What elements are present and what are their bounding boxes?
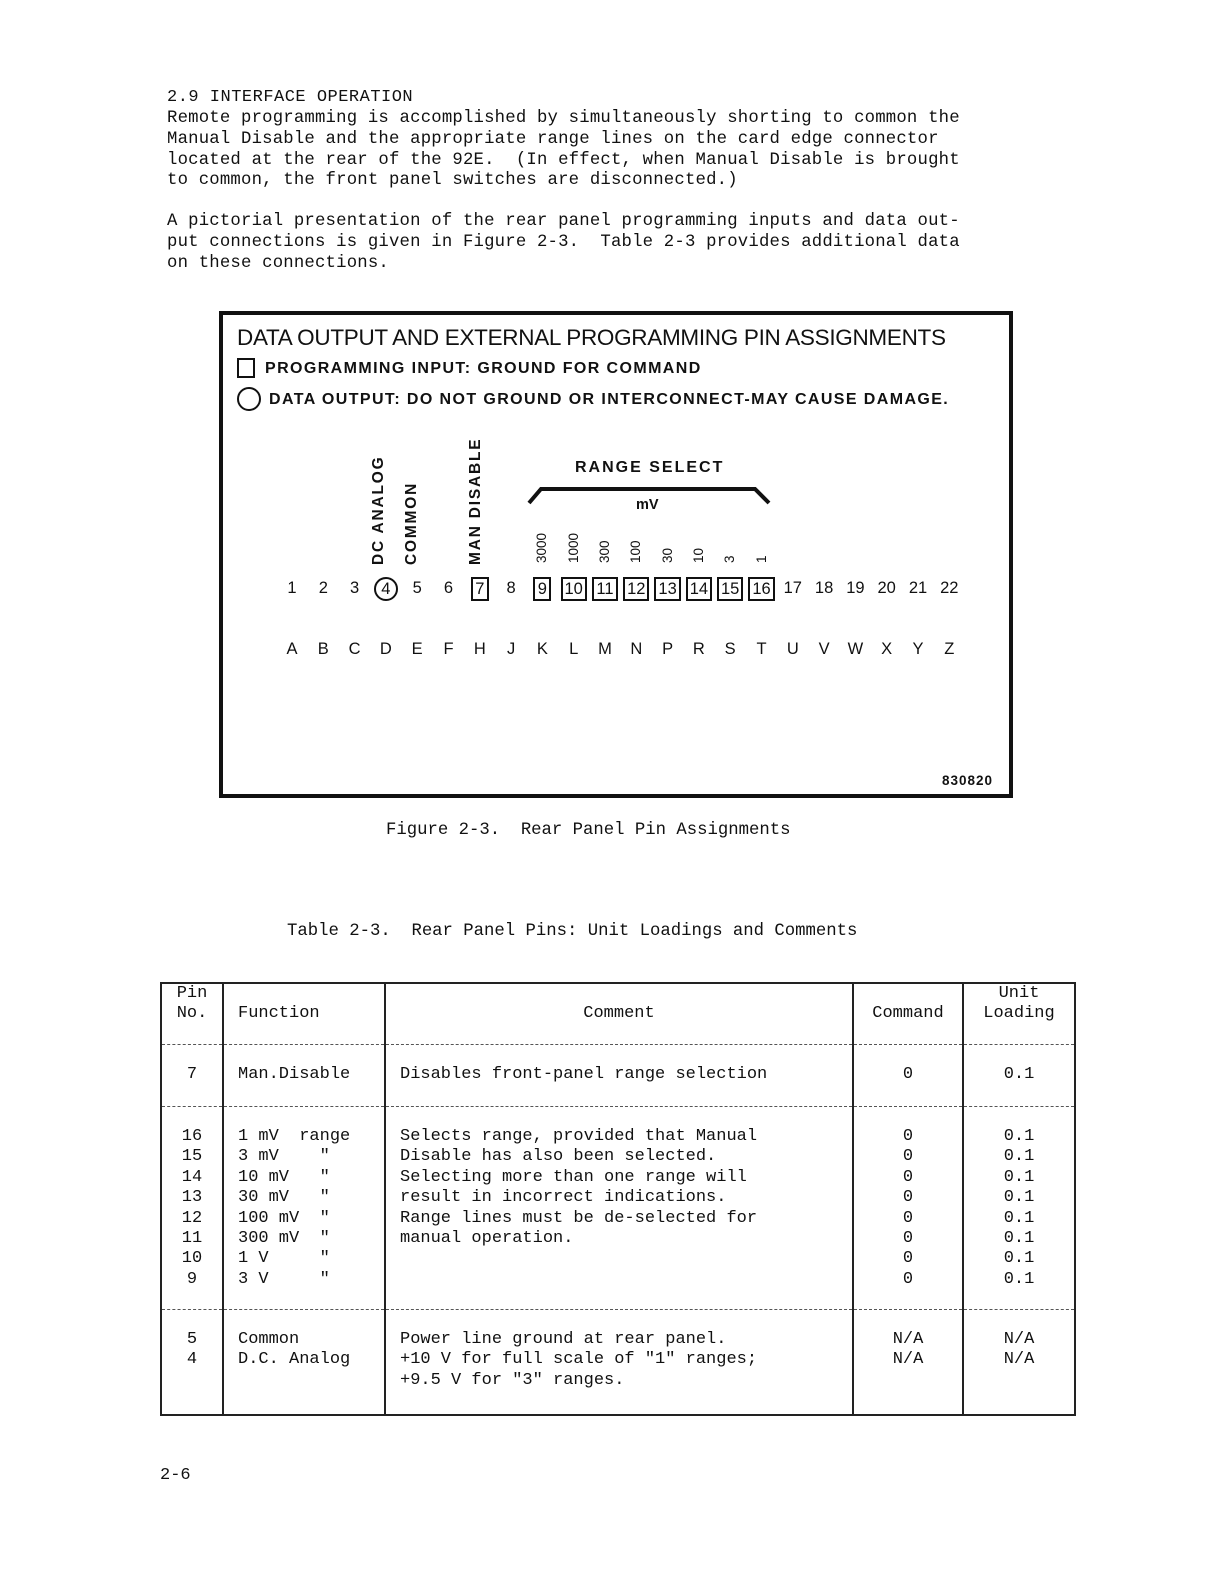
paragraph-line: Manual Disable and the appropriate range lines on the card edge connector [167,129,939,149]
legend-programming-input [237,358,702,378]
cell-comment: Disables front-panel range selection [400,1065,768,1084]
pin-letter-M: M [598,640,612,658]
header-unit-loading: Unit Loading [963,983,1075,1045]
range-value-300: 300 [597,540,612,563]
legend-data-text: DATA OUTPUT: DO NOT GROUND OR INTERCONNECT-MAY CAUSE DAMAGE. [269,391,950,408]
pin-letter-P: P [662,640,674,658]
pin-8: 8 [506,579,516,597]
cell-command: N/A N/A [892,1330,924,1370]
cell-comment: Selects range, provided that Manual Disable has also been selected. Selecting more than one range will result in incorrect indications. Range lines must be de-selected for manual operation. [400,1127,758,1249]
pin-letter-V: V [818,640,830,658]
circle-symbol-icon [237,387,261,411]
pin-6: 6 [443,579,454,597]
table-row [161,1107,1075,1310]
pin-5: 5 [412,579,422,597]
pin-letter-F: F [443,640,454,658]
cell-loading: 0.1 0.1 0.1 0.1 0.1 0.1 0.1 0.1 [1003,1127,1035,1289]
pin-11: 11 [590,577,620,601]
paragraph-line: put connections is given in Figure 2-3. Table 2-3 provides additional data [167,232,960,252]
header-function: Function [223,983,385,1045]
pin-7: 7 [465,577,495,601]
paragraph-line: A pictorial presentation of the rear panel programming inputs and data out- [167,212,960,231]
cell-function: 1 mV range 3 mV " 10 mV " 30 mV " 100 mV " 300 mV " 1 V " 3 V " [238,1127,351,1289]
pin-assignment-figure [219,311,1013,798]
paragraph-line: Remote programming is accomplished by simultaneously shorting to common the [167,109,960,128]
pin-21: 21 [908,579,928,597]
pin-14: 14 [684,577,714,601]
table-row [161,1045,1075,1107]
range-value-10: 10 [690,547,706,563]
figure-reference-paragraph [167,212,1097,274]
figure-number: 830820 [941,773,993,788]
cell-loading: 0.1 [1003,1065,1035,1084]
range-value-3: 3 [722,555,738,563]
pin-letter-U: U [786,640,799,658]
pin-17: 17 [783,579,802,597]
legend-programming-text: PROGRAMMING INPUT: GROUND FOR COMMAND [265,360,702,377]
pin-letter-C: C [348,640,361,658]
range-value-1000: 1000 [565,532,581,563]
pin-letter-R: R [692,640,705,658]
pin-1: 1 [287,579,297,597]
pin-19: 19 [846,579,865,597]
legend-data-output [237,387,949,411]
figure-title: DATA OUTPUT AND EXTERNAL PROGRAMMING PIN ASSIGNMENTS [237,325,946,350]
cell-command: 0 0 0 0 0 0 0 0 [902,1127,914,1289]
label-dc-analog: DC ANALOG [370,455,387,565]
pin-20: 20 [877,579,896,597]
range-unit-label: mV [636,497,659,513]
cell-pin: 16 15 14 13 12 11 10 9 [181,1127,203,1289]
header-comment: Comment [385,983,853,1045]
pin-letter-A: A [286,640,298,658]
pin-10: 10 [559,577,589,601]
header-command: Command [853,983,963,1045]
pin-13: 13 [653,577,683,601]
cell-pin: 7 [186,1065,198,1084]
pin-22: 22 [940,579,959,597]
square-symbol-icon [237,358,255,378]
pin-letter-J: J [506,640,516,658]
range-select-title: RANGE SELECT [575,459,725,476]
pin-letter-D: D [379,640,392,658]
cell-function: Man.Disable [238,1065,351,1084]
table-header-row [161,983,1075,1045]
pin-16: 16 [747,577,777,601]
page-number: 2-6 [160,1466,191,1485]
pin-letter-Y: Y [912,640,924,658]
pin-9: 9 [527,577,557,601]
pin-15: 15 [715,577,745,601]
pin-letter-T: T [756,640,767,658]
pin-3: 3 [350,579,360,597]
pin-letter-W: W [847,640,864,658]
pin-letter-X: X [881,640,893,658]
header-pin-no: Pin No. [161,983,223,1045]
range-value-30: 30 [659,547,675,563]
pin-table [160,982,1076,1416]
pin-2: 2 [318,579,328,597]
section-heading: 2.9 INTERFACE OPERATION [167,88,414,107]
pin-4: 4 [371,577,401,601]
pin-letter-H: H [473,640,486,658]
label-man-disable: MAN DISABLE [467,437,484,565]
pin-letter-S: S [724,640,736,658]
label-common: COMMON [403,481,420,565]
pin-letter-N: N [630,640,643,658]
range-value-1: 1 [753,555,769,563]
table-caption: Table 2-3. Rear Panel Pins: Unit Loadings and Comments [287,922,858,941]
paragraph-line: located at the rear of the 92E. (In effect, when Manual Disable is brought [167,150,960,170]
intro-paragraph [167,109,1097,192]
range-value-3000: 3000 [534,532,550,563]
pin-12: 12 [621,577,651,601]
pin-letter-E: E [411,640,423,658]
cell-comment: Power line ground at rear panel. +10 V for full scale of "1" ranges; +9.5 V for "3" ranges. [400,1330,758,1390]
figure-caption: Figure 2-3. Rear Panel Pin Assignments [386,821,791,840]
table-row [161,1310,1075,1416]
pin-letter-B: B [317,640,329,658]
paragraph-line: to common, the front panel switches are disconnected.) [167,171,738,191]
pin-letter-L: L [569,640,579,658]
cell-loading: N/A N/A [1003,1330,1035,1370]
pin-letter-Z: Z [944,640,955,658]
cell-pin: 5 4 [186,1330,198,1370]
pin-letter-K: K [536,640,548,658]
pin-18: 18 [814,579,834,597]
cell-command: 0 [902,1065,914,1084]
cell-function: Common D.C. Analog [238,1330,351,1370]
paragraph-line: on these connections. [167,253,389,273]
range-value-100: 100 [628,540,644,563]
